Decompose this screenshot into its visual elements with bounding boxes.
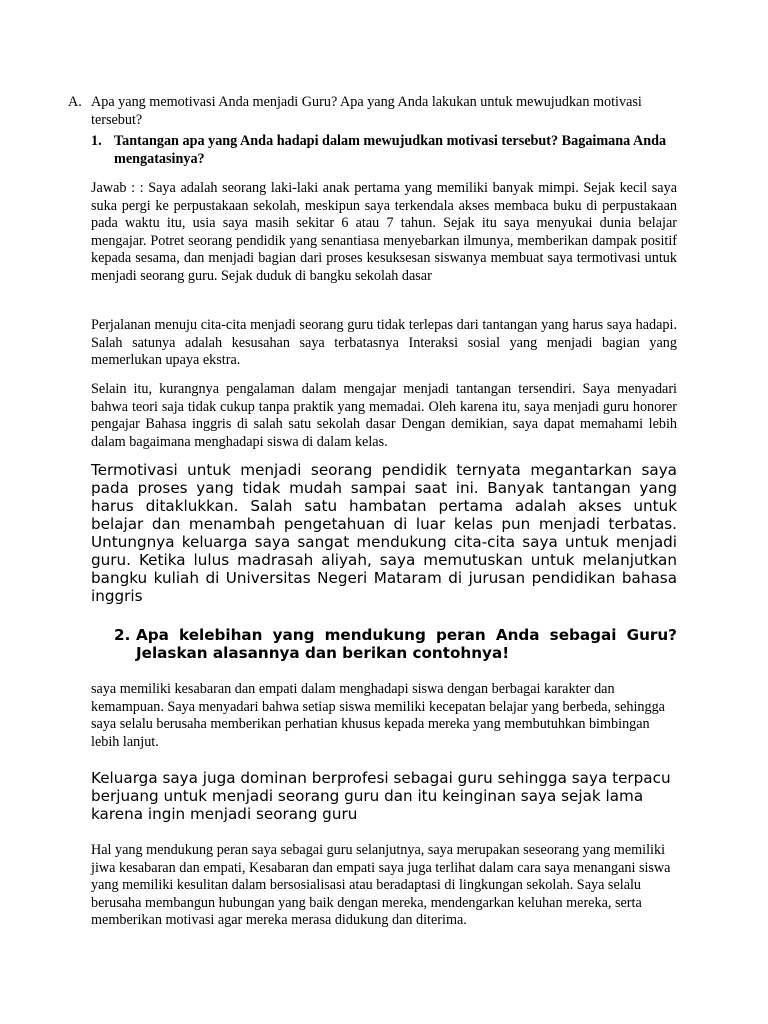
section-a-marker: A. (68, 94, 82, 110)
question-2 (114, 626, 677, 662)
question-1-text: Tantangan apa yang Anda hadapi dalam mewujudkan motivasi tersebut? Bagaimana Anda mengatasinya? (114, 133, 667, 167)
section-a-text: Apa yang memotivasi Anda menjadi Guru? Apa yang Anda lakukan untuk mewujudkan motivasi tersebut? (91, 94, 642, 128)
answer-2-paragraph-1: saya memiliki kesabaran dan empati dalam menghadapi siswa dengan berbagai karakter dan kemampuan. Saya menyadari bahwa setiap siswa memiliki kecepatan belajar yang berbeda, sehingga saya selalu berusaha memberikan perhatian khusus kepada mereka yang membutuhkan bimbingan lebih lanjut. (91, 681, 665, 750)
section-a-heading (68, 94, 680, 129)
question-2-marker: 2. (114, 626, 131, 644)
answer-1-paragraph-1: Jawab : : Saya adalah seorang laki-laki anak pertama yang memiliki banyak mimpi. Sejak kecil saya suka pergi ke perpustakaan sekolah, meskipun saya terkendala akses membaca buku di perpustakaan pada waktu itu, usia saya masih sekitar 6 atau 7 tahun. Sejak itu saya menyukai dunia belajar mengajar. Potret seorang pendidik yang senantiasa menyebarkan ilmunya, memberikan dampak positif kepada sesama, dan menjadi bagian dari proses kesuksesan siswanya membuat saya termotivasi untuk menjadi seorang guru. Sejak duduk di bangku sekolah dasar (91, 180, 677, 284)
answer-2-paragraph-2: Keluarga saya juga dominan berprofesi sebagai guru sehingga saya terpacu berjuang untuk menjadi seorang guru dan itu keinginan saya sejak lama karena ingin menjadi seorang guru (91, 769, 671, 823)
answer-1-paragraph-3: Selain itu, kurangnya pengalaman dalam mengajar menjadi tantangan tersendiri. Saya menyadari bahwa teori saja tidak cukup tanpa praktik yang memadai. Oleh karena itu, saya menjadi guru honorer pengajar Bahasa inggris di salah satu sekolah dasar Dengan demikian, saya dapat memahami lebih dalam bagaimana menghadapi siswa di dalam kelas. (91, 381, 677, 450)
answer-1-paragraph-4: Termotivasi untuk menjadi seorang pendidik ternyata megantarkan saya pada proses yang tidak mudah sampai saat ini. Banyak tantangan yang harus ditaklukkan. Salah satu hambatan pertama adalah akses untuk belajar dan menambah pengetahuan di luar kelas pun menjadi terbatas. Untungnya keluarga saya sangat mendukung cita-cita saya untuk menjadi guru. Ketika lulus madrasah aliyah, saya memutuskan untuk melanjutkan bangku kuliah di Universitas Negeri Mataram di jurusan pendidikan bahasa inggris (91, 461, 677, 605)
answer-2-paragraph-3: Hal yang mendukung peran saya sebagai guru selanjutnya, saya merupakan seseorang yang memiliki jiwa kesabaran dan empati, Kesabaran dan empati saya juga terlihat dalam cara saya menangani siswa yang memiliki kesulitan dalam bersosialisasi atau beradaptasi di lingkungan sekolah. Saya selalu berusaha membangun hubungan yang baik dengan mereka, mendengarkan keluhan mereka, serta memberikan motivasi agar mereka merasa didukung dan diterima. (91, 842, 671, 929)
answer-1-paragraph-2: Perjalanan menuju cita-cita menjadi seorang guru tidak terlepas dari tantangan yang harus saya hadapi. Salah satunya adalah kesusahan saya terbatasnya Interaksi sosial yang menjadi bagian yang memerlukan upaya ekstra. (91, 317, 677, 369)
question-1 (91, 133, 680, 168)
question-1-marker: 1. (91, 133, 102, 149)
question-2-text: Apa kelebihan yang mendukung peran Anda sebagai Guru? Jelaskan alasannya dan berikan contohnya! (136, 626, 677, 662)
